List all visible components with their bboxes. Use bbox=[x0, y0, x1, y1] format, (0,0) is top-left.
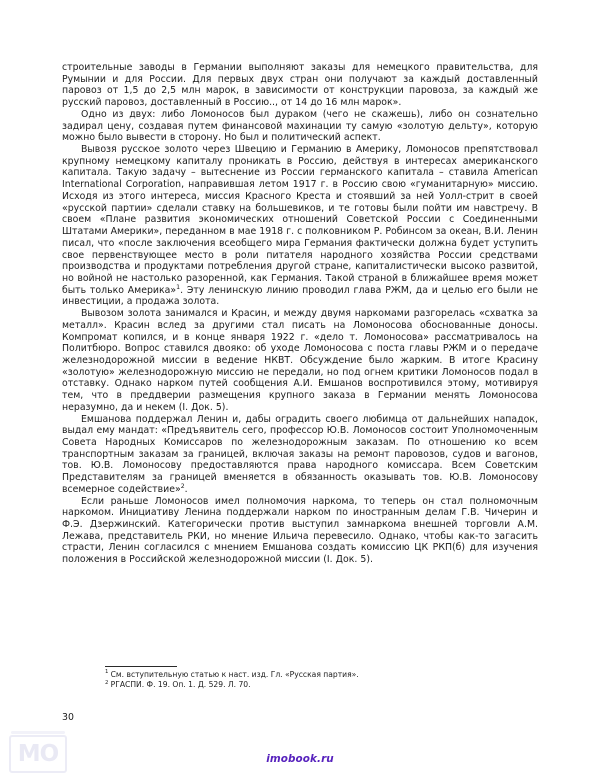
footnote-text-1: См. вступительную статью к наст. изд. Гл. «Русская партия». bbox=[110, 670, 359, 679]
footnote-number-1: 1 bbox=[105, 669, 109, 676]
footnote-number-2: 2 bbox=[105, 679, 109, 686]
watermark-logo-bar bbox=[11, 731, 65, 734]
paragraph-gold-export-part2: . Эту ленинскую линию проводил глава РЖМ, да и целью его были не инвестиции, а продажа золота. bbox=[62, 284, 539, 308]
paragraph-gold-export bbox=[62, 144, 538, 308]
paragraph-krasin-fight: Вывозом золота занимался и Красин, и между двумя наркомами разгорелась «схватка за металл». Красин вслед за другими стал писать на Ломоносова обоснованные доносы. Компромат копился, и в конце января 1922 г. «дело т. Ломоносова» рассматривалось на Политбюро. Вопрос ставился двояко: об уходе Ломоносова с поста главы РЖМ и о передаче железнодорожной миссии в ведение НКВТ. Обсуждение было жарким. В итоге Красину «золотую» железнодорожную миссию не передали, но под огнем критики Ломоносов подал в отставку. Однако нарком путей сообщения А.И. Емшанов воспротивился этому, мотивируя тем, что в преддверии размещения крупного заказа в Германии менять Ломоносова неразумно, да и некем (I. Док. 5). bbox=[62, 308, 538, 413]
footnote-area bbox=[62, 666, 538, 691]
footnote-separator-rule bbox=[105, 666, 177, 667]
paragraph-lenin-mandate bbox=[62, 414, 538, 496]
paragraph-one-of-two: Одно из двух: либо Ломоносов был дураком (чего не скажешь), либо он сознательно задирал цену, создавая путем финансовой махинации ту самую «золотую дельту», которую можно было вывести в сторону. Но был и политический аспект. bbox=[62, 108, 538, 144]
paragraph-gold-export-part1: Вывозя русское золото через Швецию и Германию в Америку, Ломоносов препятствовал крупному немецкому капиталу проникать в Россию, действуя в интересах американского капитала. Такую задачу – вытеснение из России германского капитала – ставила American International Corporation, направившая летом 1917 г. в Россию свою «гуманитарную» миссию. Исходя из этого интереса, миссия Красного Креста и стоявший за ней Уолл-стрит в своей «русской партии» сделали ставку на большевиков, и те готовы были пойти им навстречу. В своем «Плане развития экономических отношений Советской России с Соединенными Штатами Америки», переданном в мае 1918 г. с полковником Р. Робинсом за океан, В.И. Ленин писал, что «после заключения всеобщего мира Германия фактически должна будет уступить свое первенствующее место в роли питателя народного хозяйства России средствами производства и продуктами потребления другой стране, капиталистически высоко развитой, но войной не настолько разоренной, как Германия. Такой страной в ближайшее время может быть только Америка» bbox=[62, 144, 538, 296]
watermark-logo-text: MO bbox=[17, 740, 59, 767]
main-text-column bbox=[62, 62, 538, 566]
paragraph-lenin-mandate-part2: . bbox=[184, 483, 188, 495]
site-credit: imobook.ru bbox=[266, 753, 334, 765]
footnote-item-1 bbox=[62, 670, 538, 680]
footnote-marker-2[interactable]: 2 bbox=[180, 482, 185, 490]
footnote-text-2: РГАСПИ. Ф. 19. Оп. 1. Д. 529. Л. 70. bbox=[110, 680, 251, 690]
footnote-marker-1[interactable]: 1 bbox=[176, 283, 181, 291]
paragraph-lenin-mandate-part1: Емшанова поддержал Ленин и, дабы оградить своего любимца от дальнейших нападок, выдал ему мандат: «Предъявитель сего, профессор Ю.В. Ломоносов состоит Уполномоченным Совета Народных Комиссаров по железнодорожным заказам. По отношению ко всем транспортным заказам за границей, включая заказы на ремонт паровозов, судов и вагонов, тов. Ю.В. Ломоносову предоставляются права народного комиссара. Всем Советским Представителям за границей вменяется в обязанность оказывать тов. Ю.В. Ломоносову всемерное содействие» bbox=[62, 413, 538, 495]
page-number: 30 bbox=[62, 712, 74, 723]
paragraph-locomotive-prices: строительные заводы в Германии выполняют заказы для немецкого правительства, для Румынии и для России. Для первых двух стран они получают за каждый доставленный паровоз от 1,5 до 2,5 млн марок, в зависимости от конструкции паровоза, за каждый же русский паровоз, доставленный в Россию.., от 14 до 16 млн марок». bbox=[62, 62, 538, 109]
footnote-item-2 bbox=[62, 680, 538, 690]
paragraph-plenipotentiary: Если раньше Ломоносов имел полномочия наркома, то теперь он стал полномочным наркомом. Инициативу Ленина поддержали нарком по иностранным делам Г.В. Чичерин и Ф.Э. Дзержинский. Категорически против выступил замнаркома внешней торговли А.М. Лежава, представитель РКИ, но мнение Ильича перевесило. Однако, чтобы как-то загасить страсти, Ленин согласился с мнением Емшанова создать комиссию ЦК РКП(б) для изучения положения в Российской железнодорожной миссии (I. Док. 5). bbox=[62, 495, 538, 566]
